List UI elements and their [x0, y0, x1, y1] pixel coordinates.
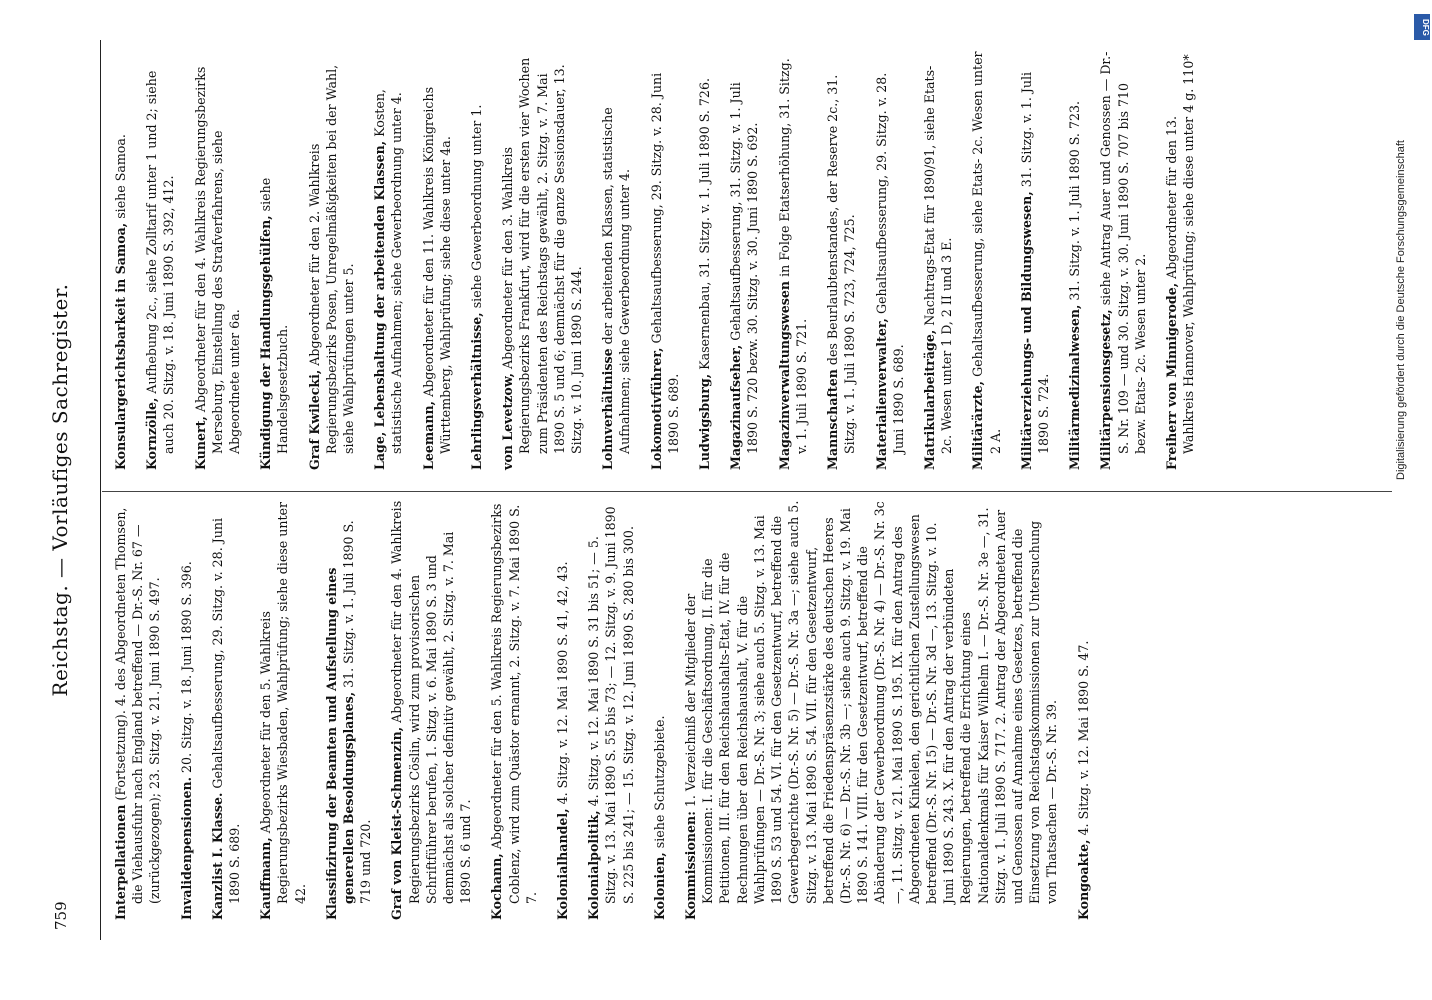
entry-keyword: Konsulargerichtsbarkeit in Samoa,: [113, 222, 128, 470]
register-entry: [371, 50, 405, 470]
entry-keyword: Kolonialhandel,: [555, 808, 571, 920]
entry-keyword: Interpellationen: [113, 804, 128, 920]
entry-keyword: Lage, Lebenshaltung der arbeitenden Klassen,: [372, 140, 388, 470]
entry-text: siehe Antrag Auer und Genossen — Dr.-S. Nr. 109 — und 30. Sitzg. v. 30. Juni 1890 S. 707 bis 710 bezw. Etats- 2c. Wesen unter 2.: [1098, 51, 1148, 454]
entry-text: der arbeitenden Klassen, statistische Aufnahmen; siehe Gewerbeordnung unter 4.: [600, 107, 633, 454]
entry-text: Gehaltsaufbesserung, 29. Sitzg. v. 28. Juni 1890 S. 689.: [873, 72, 906, 454]
entry-keyword: Kunert,: [192, 416, 208, 470]
register-entry: [178, 500, 195, 920]
entry-keyword: Klassifizirung der Beamten und Aufstellung eines generellen Besoldungsplanes,: [323, 567, 357, 920]
page-header: [48, 50, 78, 930]
entry-keyword: Militärmedizinalwesen,: [1067, 304, 1083, 470]
register-entry: [257, 50, 291, 470]
entry-text: (Fortsetzung). 4. des Abgeordneten Thomsen, die Viehausfuhr nach England betreffend — Dr.-S. Nr. 67 — (zurückgezogen); 23. Sitzg. v. 21. Juni 1890 S. 497.: [113, 507, 163, 904]
entry-keyword: Matrikularbeiträge,: [921, 329, 937, 470]
entry-text: Nachtrags-Etat für 1890/91, siehe Etats- 2c. Wesen unter 1 D, 2 II und 3 E.: [921, 65, 955, 454]
register-entry: [824, 50, 858, 470]
register-entry: [112, 50, 129, 470]
register-entry: [306, 50, 358, 470]
entry-text: siehe Gewerbeordnung unter 1.: [469, 104, 485, 309]
register-entry: [420, 50, 454, 470]
register-entry: [585, 500, 637, 920]
entry-keyword: Leemann,: [420, 400, 436, 470]
entry-text: Abgeordneter für den 5. Wahlkreis Regierungsbezirks Wiesbaden, Wahlprüfung; siehe diese unter 42.: [258, 501, 308, 904]
register-entry: [1075, 500, 1092, 920]
register-entry: [1066, 50, 1083, 470]
header-rule: [100, 40, 101, 940]
register-entry: [468, 50, 485, 470]
entry-text: 1. Verzeichniß der Mitglieder der Kommissionen: I. für die Geschäftsordnung, II. für die Petitionen, III. für den Reichshaushalts-Etat, IV. für die Rechnungen über den Reichshaushalt, V. für die Wahlprüfungen — Dr.-S. Nr. 3; siehe auch 5. Sitzg. v. 13. Mai 1890 S. 53 und 54. VI. für den Gesetzentwurf, betreffend die Gewerbegerichte (Dr.-S. Nr. 5) — Dr.-S. Nr. 3a —; siehe auch 5. Sitzg. v. 13. Mai 1890 S. 54. VII. für den Gesetzentwurf, betreffend die Friedenspräsenzstärke des deutschen Heeres (Dr.-S. Nr. 6) — Dr.-S. Nr. 3b —; siehe auch 9. Sitzg. v. 19. Mai 1890 S. 141. VIII. für den Gesetzentwurf, betreffend die Abänderung der Gewerbeordnung (Dr.-S. Nr. 4) — Dr.-S. Nr. 3c —, 11. Sitzg. v. 21. Mai 1890 S. 195. IX. für den Antrag des Abgeordneten Kinkelen, den gerichtlichen Zustellungswesen betreffend (Dr.-S. Nr. 15) — Dr.-S. Nr. 3d —, 13. Sitzg. v. 10. Juni 1890 S. 243. X. für den Antrag der verbündeten Regierungen, betreffend die Errichtung eines Nationaldenkmals für Kaiser Wilhelm I. — Dr.-S. Nr. 3e —, 31. Sitzg. v. 1. Juli 1890 S. 717. 2. Antrag der Abgeordneten Auer und Genossen auf Annahme eines Gesetzes, betreffend die Einsetzung von Reichstagskommissionen zur Untersuchung von Thatsachen — Dr.-S. Nr. 39.: [683, 500, 1060, 904]
entry-keyword: Invalidenpensionen.: [178, 776, 194, 920]
entry-text: Gehaltsaufbesserung, siehe Etats- 2c. Wesen unter 2 A.: [970, 51, 1003, 454]
entry-keyword: Militärärzte,: [970, 380, 986, 470]
entry-keyword: Kornzölle,: [144, 397, 160, 470]
page-number: 759: [52, 901, 70, 930]
register-entry: [696, 50, 713, 470]
register-entry: [648, 50, 682, 470]
left-column: [112, 500, 1106, 920]
entry-text: Abgeordneter für den 13. Wahlkreis Hannover, Wahlprüfung; siehe diese unter 4 g. 110*: [1163, 54, 1197, 454]
register-entry: [112, 500, 164, 920]
right-column: [112, 50, 1211, 470]
entry-text: 20. Sitzg. v. 18. Juni 1890 S. 396.: [178, 561, 194, 773]
entry-text: 31. Sitzg. v. 1. Juli 1890 S. 724.: [1018, 71, 1051, 454]
entry-text: Abgeordneter für den 3. Wahlkreis Regierungsbezirks Frankfurt, wird für die ersten vier Wochen zum Präsidenten des Reichstags gewählt, 2. Sitzg. v. 7. Mai 1890 S. 5 und 6; demnächst für die ganze Sessionsdauer, 13. Sitzg. v. 10. Juni 1890 S. 244.: [500, 57, 585, 454]
register-entry: [1018, 50, 1052, 470]
entry-text: siehe Schutzgebiete.: [651, 715, 667, 849]
register-entry: [599, 50, 633, 470]
register-entry: [388, 500, 474, 920]
entry-text: Gehaltsaufbesserung, 29. Sitzg. v. 28. Juni 1890 S. 689.: [648, 72, 681, 454]
register-entry: [192, 50, 244, 470]
register-entry: [499, 50, 585, 470]
entry-text: siehe Handelsgesetzbuch.: [258, 177, 291, 454]
dfg-logo: DFG: [1414, 14, 1430, 40]
register-entry: [554, 500, 571, 920]
entry-text: 4. Sitzg. v. 12. Mai 1890 S. 31 bis 51; — 5. Sitzg. v. 13. Mai 1890 S. 55 bis 73; — 12. Sitzg. v. 9. Juni 1890 S. 225 bis 241; — 15. Sitzg. v. 12. Juni 1890 S. 280 bis 300.: [586, 506, 636, 904]
entry-keyword: Militärpensionsgesetz,: [1098, 309, 1114, 470]
register-entry: [257, 500, 309, 920]
entry-keyword: Kauffmann,: [258, 837, 274, 920]
entry-text: Kosten, statistische Aufnahmen; siehe Gewerbeordnung unter 4.: [372, 89, 405, 454]
register-entry: [488, 500, 540, 920]
entry-keyword: Kommissionen:: [683, 811, 699, 920]
register-entry: [873, 50, 907, 470]
entry-text: siehe Samoa.: [113, 134, 128, 219]
register-entry: [143, 50, 177, 470]
entry-text: Abgeordneter für den 4. Wahlkreis Regierungsbezirks Merseburg, Einstellung des Strafverfahrens, siehe Abgeordnete unter 6a.: [192, 66, 243, 454]
entry-keyword: Freiherr von Minnigerode,: [1163, 282, 1179, 470]
entry-keyword: Lokomotivführer,: [648, 347, 664, 470]
entry-keyword: Militärerziehungs- und Bildungswesen,: [1018, 191, 1034, 470]
register-entry: [323, 500, 375, 920]
register-entry: [776, 50, 810, 470]
entry-keyword: Kolonialpolitik,: [586, 810, 602, 920]
entry-keyword: Kongoakte,: [1075, 839, 1091, 920]
entry-text: des Beurlaubtenstandes, der Reserve 2c., 31. Sitzg. v. 1. Juli 1890 S. 723, 724, 725.: [825, 74, 858, 454]
entry-keyword: Kündigung der Handlungsgehülfen,: [258, 215, 274, 470]
entry-text: Aufhebung 2c., siehe Zolltarif unter 1 und 2; siehe auch 20. Sitzg. v. 18. Juni 1890 S. 392, 412.: [144, 70, 177, 454]
entry-keyword: Lohnverhältnisse: [600, 348, 616, 470]
register-entry: [682, 500, 1060, 920]
entry-keyword: Mannschaften: [825, 369, 841, 470]
entry-text: 31. Sitzg. v. 1. Juli 1890 S. 719 und 720.: [341, 520, 374, 904]
column-divider: [102, 491, 1392, 492]
entry-text: Gehaltsaufbesserung, 31. Sitzg. v. 1. Juli 1890 S. 720 bezw. 30. Sitzg. v. 30. Juni 1890 S. 692.: [728, 82, 761, 454]
entry-keyword: von Levetzow,: [500, 372, 516, 470]
entry-text: 4. Sitzg. v. 12. Mai 1890 S. 41, 42, 43.: [555, 561, 571, 805]
entry-text: in Folge Etatserhöhung, 31. Sitzg. v. 1. Juli 1890 S. 721.: [776, 58, 809, 454]
register-entry: [209, 500, 243, 920]
entry-keyword: Kanzlist I. Klasse.: [209, 792, 225, 920]
entry-keyword: Kochann,: [489, 853, 505, 920]
register-entry: [727, 50, 761, 470]
entry-keyword: Magazinverwaltungswesen: [776, 280, 792, 470]
register-entry: [1097, 50, 1149, 470]
entry-text: 4. Sitzg. v. 12. Mai 1890 S. 47.: [1075, 640, 1091, 836]
entry-text: Abgeordneter für den 4. Wahlkreis Regierungsbezirks Cöslin, wird zum provisorischen Schriftführer berufen, 1. Sitzg. v. 6. Mai 1890 S. 3 und demnächst als solcher definitiv gewählt, 2. Sitzg. v. 7. Mai 1890 S. 6 und 7.: [389, 500, 474, 904]
entry-keyword: Magazinaufseher,: [728, 344, 744, 470]
entry-text: Gehaltsaufbesserung, 29. Sitzg. v. 28. Juni 1890 S. 689.: [209, 518, 243, 904]
register-entry: [1163, 50, 1197, 470]
entry-keyword: Materialienverwalter,: [873, 318, 889, 470]
entry-text: Abgeordneter für den 5. Wahlkreis Regierungsbezirks Coblenz, wird zum Quästor ernannt, 2. Sitzg. v. 7. Mai 1890 S. 7.: [489, 503, 539, 904]
register-entry: [651, 500, 668, 920]
page-title: Reichstag. — Vorläufiges Sachregister.: [48, 283, 72, 697]
entry-text: 31. Sitzg. v. 1. Juli 1890 S. 723.: [1067, 101, 1083, 301]
entry-keyword: Lehrlingsverhältnisse,: [469, 312, 485, 470]
entry-text: Abgeordneter für den 2. Wahlkreis Regierungsbezirks Posen, Unregelmäßigkeiten bei der Wahl, siehe Wahlprüfungen unter 5.: [306, 64, 357, 454]
entry-keyword: Kolonien,: [651, 852, 667, 920]
digitization-notice: Digitalisierung gefördert durch die Deutsche Forschungsgemeinschaft: [1395, 140, 1407, 480]
entry-text: Abgeordneter für den 11. Wahlkreis Königreichs Württemberg, Wahlprüfung; siehe diese unter 4a.: [420, 86, 453, 454]
entry-keyword: Graf von Kleist-Schmenzin,: [389, 726, 405, 920]
register-entry: [969, 50, 1003, 470]
register-entry: [921, 50, 955, 470]
entry-text: Kasernenbau, 31. Sitzg. v. 1. Juli 1890 S. 726.: [697, 78, 713, 370]
entry-keyword: Graf Kwilecki,: [306, 369, 322, 470]
entry-keyword: Ludwigsburg,: [697, 373, 713, 470]
